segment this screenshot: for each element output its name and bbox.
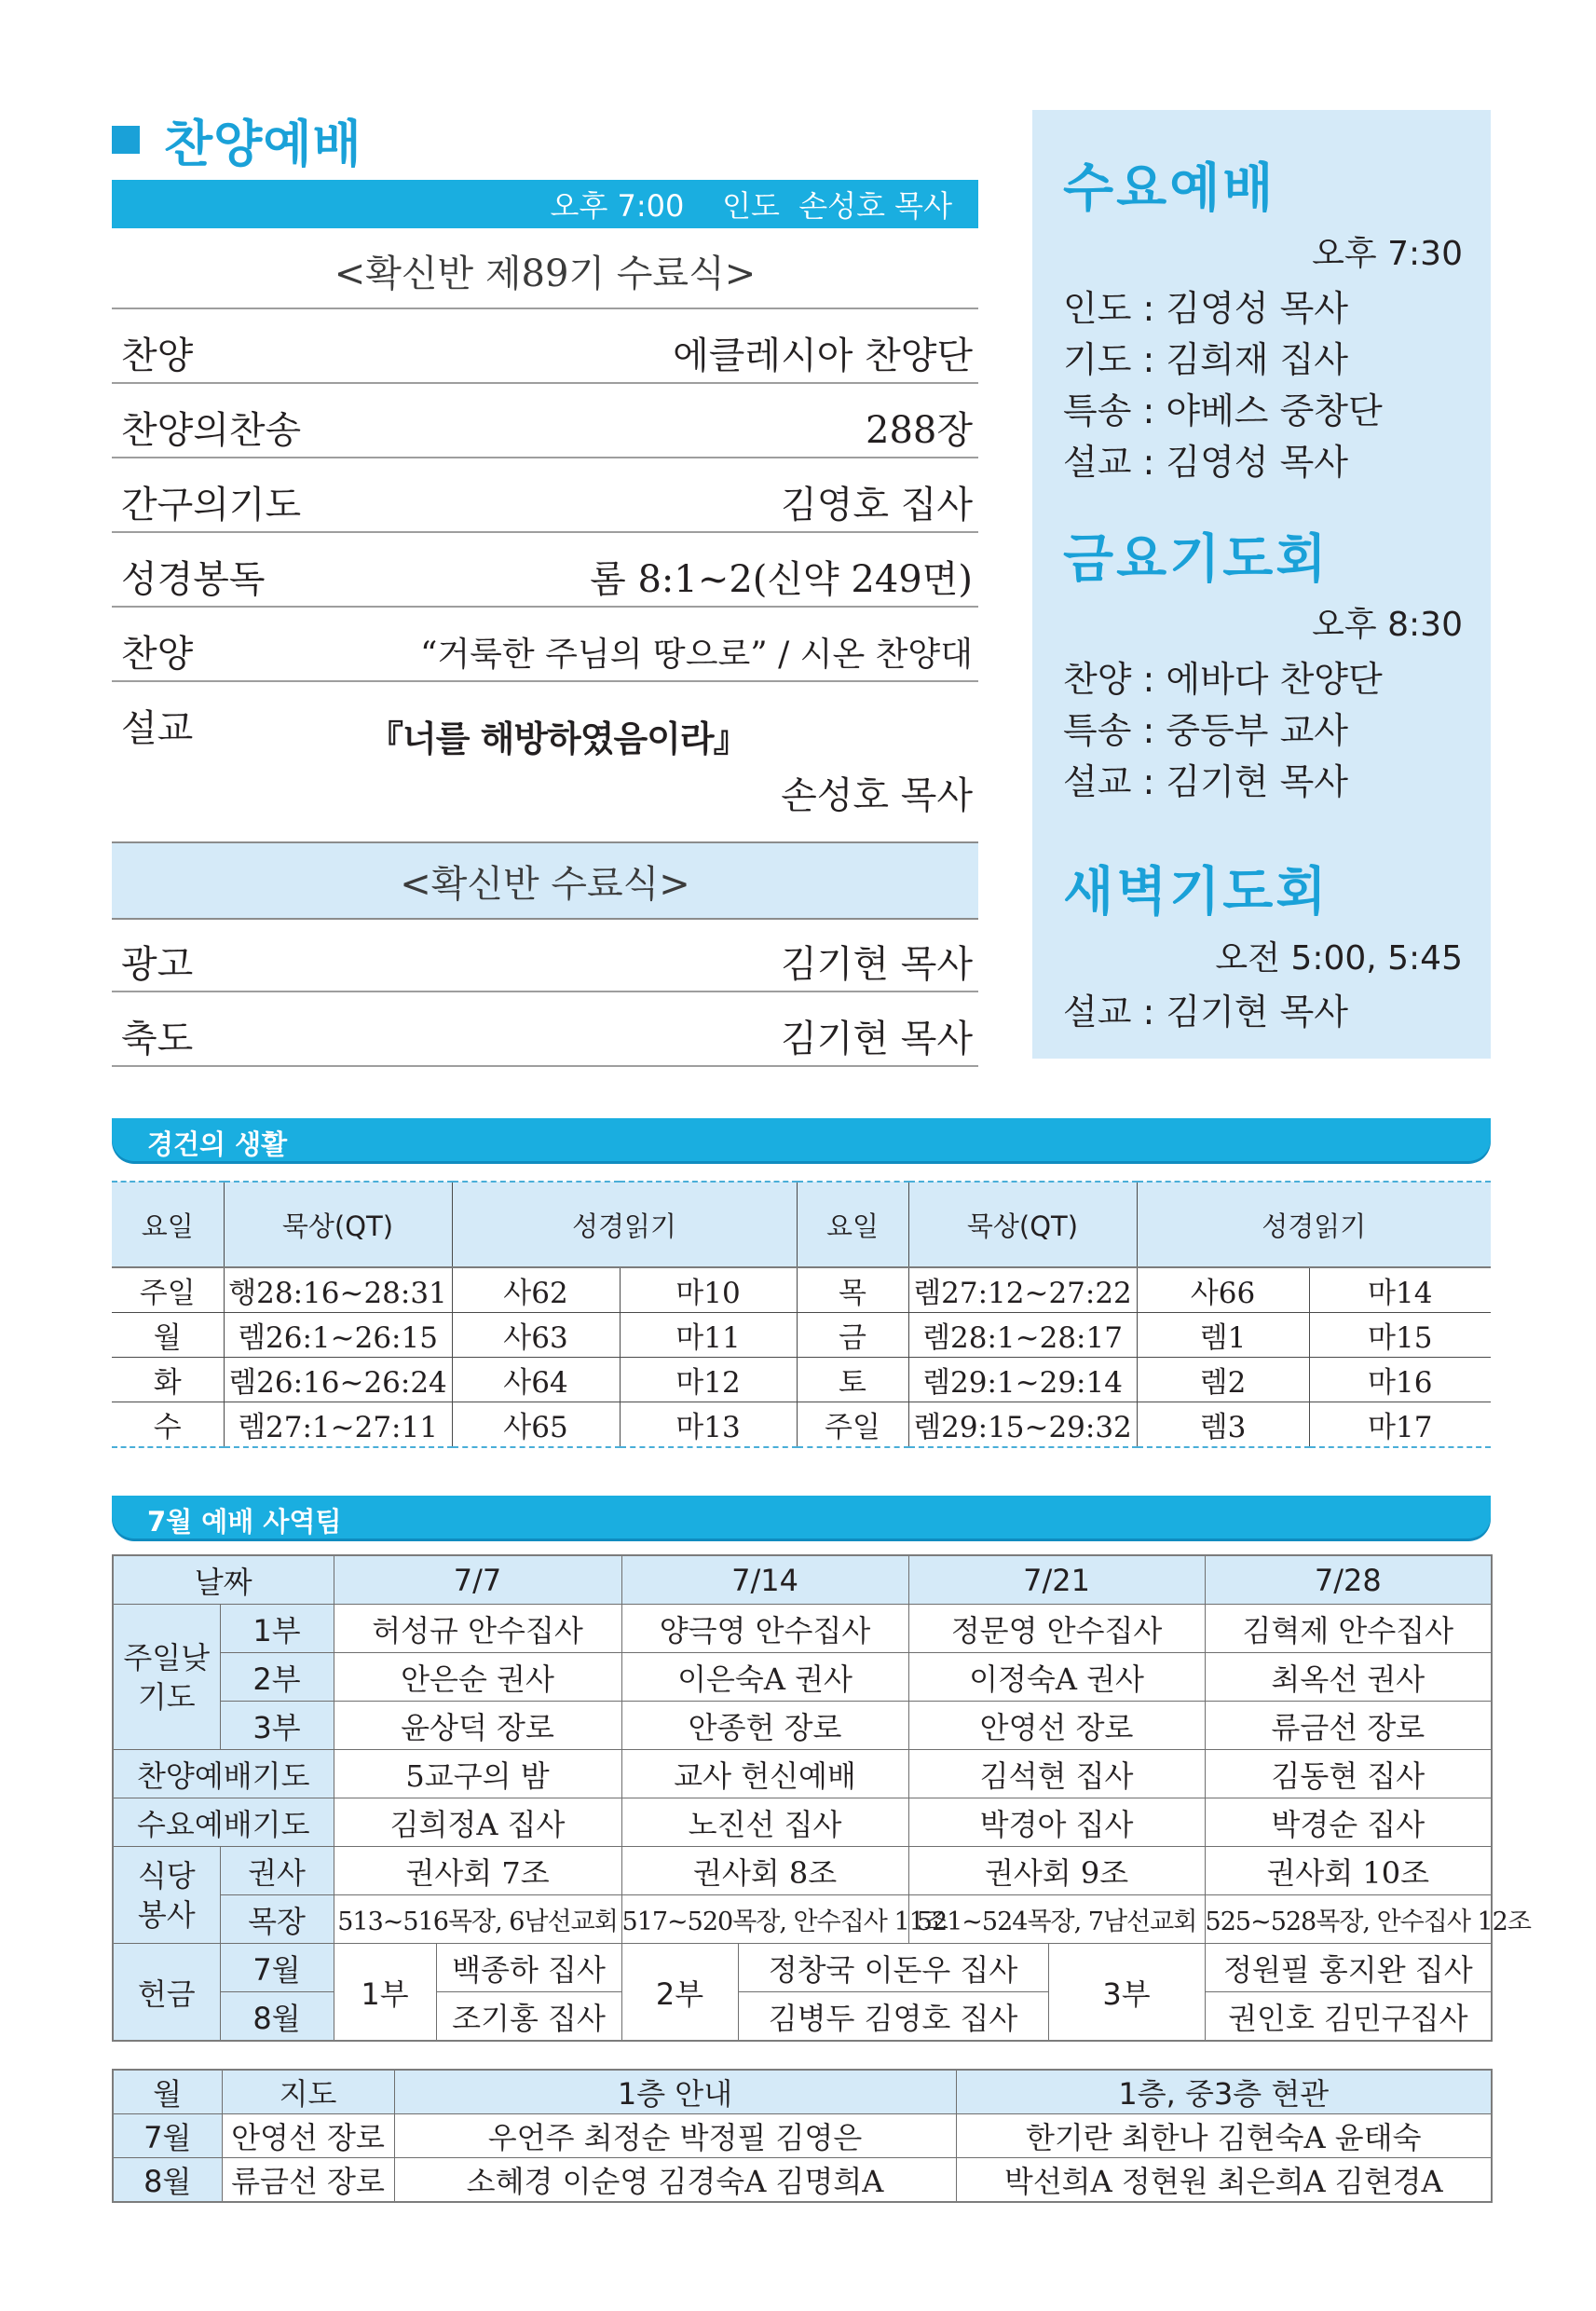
date-cell: 7/14 [621,1555,908,1605]
order-value: 288장 [866,409,973,452]
role-person: 야베스 중창단 [1166,390,1383,431]
day-cell: 금 [797,1313,908,1358]
duty-cell: 정창국 이돈우 집사 [738,1944,1048,1992]
header-entrance: 1층, 중3층 현관 [956,2070,1492,2114]
sermon-label: 설교 [121,707,194,750]
day-cell: 화 [112,1358,224,1402]
role-label: 설교 [1063,761,1132,802]
part-label: 1부 [220,1605,334,1653]
order-row [112,533,978,608]
guide-header-row [113,2070,1492,2114]
table-row [113,1847,1492,1895]
order-label: 광고 [121,943,194,986]
order-value: “거룩한 주님의 땅으로” / 시온 찬양대 [419,636,973,674]
table-row [112,1402,1491,1448]
dawn-prayer-time: 오전 5:00, 5:45 [1215,939,1463,978]
guide-cell: 류금선 장로 [222,2158,394,2203]
order-value: 김기현 목사 [781,943,973,986]
table-row [113,1653,1492,1702]
role-label: 설교 [1063,991,1132,1032]
duty-cell: 교사 헌신예배 [621,1750,908,1798]
part-label: 2부 [220,1653,334,1702]
praise-prayer-label: 찬양예배기도 [113,1750,334,1798]
role-person: 김기현 목사 [1166,991,1349,1032]
role-label: 찬양 [1063,659,1132,700]
order-row [112,608,978,682]
order-row [112,309,978,384]
order-value: 에클레시아 찬양단 [673,335,973,377]
reading-cell: 마16 [1309,1358,1491,1402]
friday-role-line: 찬양 : 에바다 찬양단 [1063,659,1383,700]
duty-cell: 안영선 장로 [908,1702,1205,1750]
table-row [113,1750,1492,1798]
devotion-table [112,1181,1491,1448]
duty-cell: 525~528목장, 안수집사 12조 [1205,1895,1492,1944]
month-label: 8월 [220,1992,334,2042]
reading-cell: 마14 [1309,1267,1491,1313]
wed-prayer-label: 수요예배기도 [113,1798,334,1847]
cafeteria-label: 식당 봉사 [113,1847,220,1944]
date-label: 날짜 [113,1555,334,1605]
duty-cell: 김석현 집사 [908,1750,1205,1798]
dawn-role-line: 설교 : 김기현 목사 [1063,991,1349,1032]
qt-cell: 렘29:15~29:32 [908,1402,1137,1448]
floor1-cell: 소혜경 이순영 김경숙A 김명희A [394,2158,956,2203]
friday-role-line: 설교 : 김기현 목사 [1063,761,1349,802]
offering-part: 3부 [1048,1944,1205,2042]
role-person: 김영성 목사 [1166,442,1349,483]
duty-cell: 이은숙A 권사 [621,1653,908,1702]
sermon-preacher: 손성호 목사 [781,774,973,817]
praise-worship-heading: 찬양예배 [164,114,362,173]
duty-cell: 권사회 8조 [621,1847,908,1895]
header-guide: 지도 [222,2070,394,2114]
role-label: 기도 [1063,339,1132,380]
duty-cell: 양극영 안수집사 [621,1605,908,1653]
order-label: 찬양 [121,633,194,676]
graduation-ceremony-subheading: <확신반 수료식> [112,841,978,920]
part-label: 목장 [220,1895,334,1944]
time-leader-bar: 오후 7:00 인도 손성호 목사 [112,180,978,228]
duty-cell: 권인호 김민구집사 [1205,1992,1492,2042]
offering-part: 1부 [334,1944,436,2042]
header-reading: 성경읽기 [1137,1182,1491,1267]
duty-section-title: 7월 예배 사역팀 [147,1506,342,1538]
duty-cell: 권사회 7조 [334,1847,621,1895]
table-row [113,2114,1492,2158]
reading-cell: 마12 [620,1358,797,1402]
wednesday-service-title: 수요예배 [1063,158,1276,219]
role-label: 설교 [1063,442,1132,483]
order-row [112,458,978,533]
reading-cell: 사65 [452,1402,620,1448]
duty-cell: 류금선 장로 [1205,1702,1492,1750]
reading-cell: 사64 [452,1358,620,1402]
duty-cell: 윤상덕 장로 [334,1702,621,1750]
role-person: 김영성 목사 [1166,288,1349,329]
friday-prayer-time: 오후 8:30 [1312,606,1463,644]
order-value: 김기현 목사 [781,1018,973,1060]
order-value: 김영호 집사 [781,484,973,526]
wednesday-role-line: 특송 : 야베스 중창단 [1063,390,1383,431]
dawn-prayer-title: 새벽기도회 [1063,862,1330,923]
date-row [113,1555,1492,1605]
day-cell: 주일 [797,1402,908,1448]
reading-cell: 마13 [620,1402,797,1448]
role-label: 인도 [1063,288,1132,329]
order-value: 롬 8:1~2(신약 249면) [590,558,973,601]
date-cell: 7/28 [1205,1555,1492,1605]
praise-worship-title [112,107,362,172]
duty-cell: 안종헌 장로 [621,1702,908,1750]
duty-cell: 안은순 권사 [334,1653,621,1702]
duty-section-header [112,1496,1491,1538]
order-label: 축도 [121,1018,194,1060]
duty-cell: 권사회 9조 [908,1847,1205,1895]
reading-cell: 사63 [452,1313,620,1358]
qt-cell: 렘26:16~26:24 [224,1358,452,1402]
devotion-header-row [112,1182,1491,1267]
duty-cell: 조기홍 집사 [436,1992,621,2042]
reading-cell: 사66 [1137,1267,1309,1313]
graduation-subheading: <확신반 제89기 수료식> [112,233,978,309]
duty-cell: 백종하 집사 [436,1944,621,1992]
order-label: 성경봉독 [121,558,266,601]
day-cell: 주일 [112,1267,224,1313]
month-cell: 7월 [113,2114,222,2158]
sunday-prayer-label: 주일낮 기도 [113,1605,220,1750]
table-row [113,1944,1492,1992]
table-row [113,2158,1492,2203]
weekday-services-panel [1032,110,1491,1059]
table-row [112,1267,1491,1313]
duty-cell: 박경순 집사 [1205,1798,1492,1847]
table-row [113,1605,1492,1653]
floor1-cell: 우언주 최정순 박정필 김영은 [394,2114,956,2158]
date-cell: 7/7 [334,1555,621,1605]
order-label: 찬양의찬송 [121,409,302,452]
wednesday-role-line: 설교 : 김영성 목사 [1063,442,1349,483]
duty-cell: 김병두 김영호 집사 [738,1992,1048,2042]
table-row [113,1895,1492,1944]
table-row [113,1798,1492,1847]
duty-cell: 박경아 집사 [908,1798,1205,1847]
duty-table [112,1554,1531,2042]
reading-cell: 마11 [620,1313,797,1358]
duty-cell: 이정숙A 권사 [908,1653,1205,1702]
qt-cell: 렘26:1~26:15 [224,1313,452,1358]
duty-cell: 정원필 홍지완 집사 [1205,1944,1492,1992]
qt-cell: 렘27:12~27:22 [908,1267,1137,1313]
devotion-section-header [112,1118,1491,1161]
reading-cell: 마17 [1309,1402,1491,1448]
month-label: 7월 [220,1944,334,1992]
duty-cell: 517~520목장, 안수집사 11조 [621,1895,908,1944]
order-row [112,384,978,458]
day-cell: 목 [797,1267,908,1313]
duty-cell: 김동현 집사 [1205,1750,1492,1798]
role-person: 김희재 집사 [1166,339,1349,380]
reading-cell: 마15 [1309,1313,1491,1358]
offering-part: 2부 [621,1944,738,2042]
sermon-row [112,682,978,831]
reading-cell: 렘3 [1137,1402,1309,1448]
day-cell: 월 [112,1313,224,1358]
order-row [112,918,978,992]
friday-prayer-title: 금요기도회 [1063,529,1330,590]
qt-cell: 행28:16~28:31 [224,1267,452,1313]
order-label: 찬양 [121,335,194,377]
order-label: 간구의기도 [121,484,302,526]
duty-cell: 정문영 안수집사 [908,1605,1205,1653]
duty-cell: 521~524목장, 7남선교회 [908,1895,1205,1944]
part-label: 권사 [220,1847,334,1895]
devotion-section-title: 경건의 생활 [147,1128,288,1160]
role-label: 특송 [1063,390,1132,431]
role-label: 특송 [1063,710,1132,751]
header-floor1: 1층 안내 [394,2070,956,2114]
duty-cell: 김혁제 안수집사 [1205,1605,1492,1653]
qt-cell: 렘27:1~27:11 [224,1402,452,1448]
table-row [112,1313,1491,1358]
guide-cell: 안영선 장로 [222,2114,394,2158]
header-day: 요일 [797,1182,908,1267]
month-cell: 8월 [113,2158,222,2203]
header-qt: 묵상(QT) [224,1182,452,1267]
guide-table [112,2069,1493,2203]
friday-role-line: 특송 : 중등부 교사 [1063,710,1349,751]
order-row [112,992,978,1067]
role-person: 중등부 교사 [1166,710,1349,751]
role-person: 김기현 목사 [1166,761,1349,802]
header-reading: 성경읽기 [452,1182,797,1267]
duty-cell: 권사회 10조 [1205,1847,1492,1895]
entrance-cell: 한기란 최한나 김현숙A 윤태숙 [956,2114,1492,2158]
table-row [113,1992,1492,2042]
reading-cell: 렘2 [1137,1358,1309,1402]
duty-cell: 김희정A 집사 [334,1798,621,1847]
table-row [113,1702,1492,1750]
sermon-title: 『너를 해방하였음이라』 [368,718,748,759]
duty-cell: 5교구의 밤 [334,1750,621,1798]
day-cell: 수 [112,1402,224,1448]
wednesday-role-line: 인도 : 김영성 목사 [1063,288,1349,329]
header-day: 요일 [112,1182,224,1267]
duty-cell: 허성규 안수집사 [334,1605,621,1653]
reading-cell: 렘1 [1137,1313,1309,1358]
duty-cell: 노진선 집사 [621,1798,908,1847]
date-cell: 7/21 [908,1555,1205,1605]
offering-label: 헌금 [113,1944,220,2042]
square-bullet-icon [112,126,140,154]
header-month: 월 [113,2070,222,2114]
entrance-cell: 박선희A 정현원 최은희A 김현경A [956,2158,1492,2203]
qt-cell: 렘29:1~29:14 [908,1358,1137,1402]
part-label: 3부 [220,1702,334,1750]
day-cell: 토 [797,1358,908,1402]
duty-cell: 513~516목장, 6남선교회 [334,1895,621,1944]
role-person: 에바다 찬양단 [1166,659,1383,700]
qt-cell: 렘28:1~28:17 [908,1313,1137,1358]
wednesday-service-time: 오후 7:30 [1312,235,1463,273]
reading-cell: 사62 [452,1267,620,1313]
table-row [112,1358,1491,1402]
wednesday-role-line: 기도 : 김희재 집사 [1063,339,1349,380]
reading-cell: 마10 [620,1267,797,1313]
header-qt: 묵상(QT) [908,1182,1137,1267]
duty-cell: 최옥선 권사 [1205,1653,1492,1702]
